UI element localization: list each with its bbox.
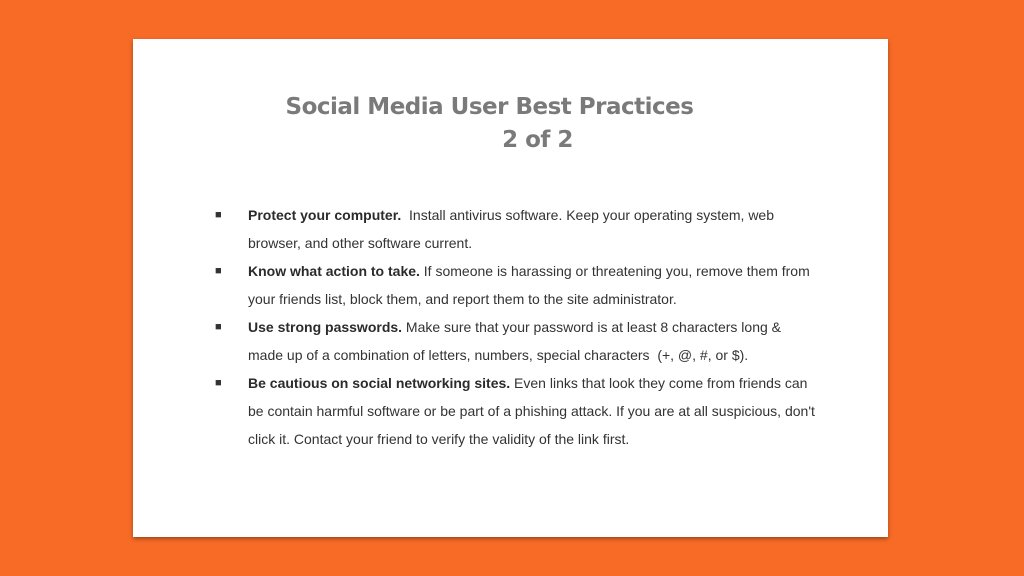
square-bullet-icon: ■ <box>215 209 222 221</box>
bullet-lead: Know what action to take. <box>248 263 420 279</box>
square-bullet-icon: ■ <box>215 321 222 333</box>
bullet-text: Install antivirus software. Keep your operating system, web browser, and other software current. <box>248 207 778 251</box>
bullet-item <box>215 201 815 257</box>
bullet-text: Even links that look they come from friends can be contain harmful software or be part of a phishing attack. If you are at all suspicious, don't click it. Contact your friend to verify the validity of the link first. <box>248 375 819 447</box>
bullet-lead: Use strong passwords. <box>248 319 403 335</box>
bullet-text: Make sure that your password is at least 8 characters long & made up of a combination of letters, numbers, special characters (+, @, #, or $). <box>248 319 785 363</box>
bullet-item <box>215 369 819 453</box>
slide-title-line2: 2 of 2 <box>502 127 573 153</box>
slide-title-line1: Social Media User Best Practices <box>285 94 694 120</box>
square-bullet-icon: ■ <box>215 265 222 277</box>
bullet-item <box>215 257 815 313</box>
slide-card <box>133 39 888 537</box>
square-bullet-icon: ■ <box>215 377 222 389</box>
bullet-lead: Be cautious on social networking sites. <box>248 375 511 391</box>
bullet-text: If someone is harassing or threatening you, remove them from your friends list, block them, and report them to the site administrator. <box>248 263 814 307</box>
bullet-list <box>215 201 819 453</box>
slide-title <box>133 91 888 157</box>
bullet-lead: Protect your computer. <box>248 207 402 223</box>
bullet-item <box>215 313 815 369</box>
